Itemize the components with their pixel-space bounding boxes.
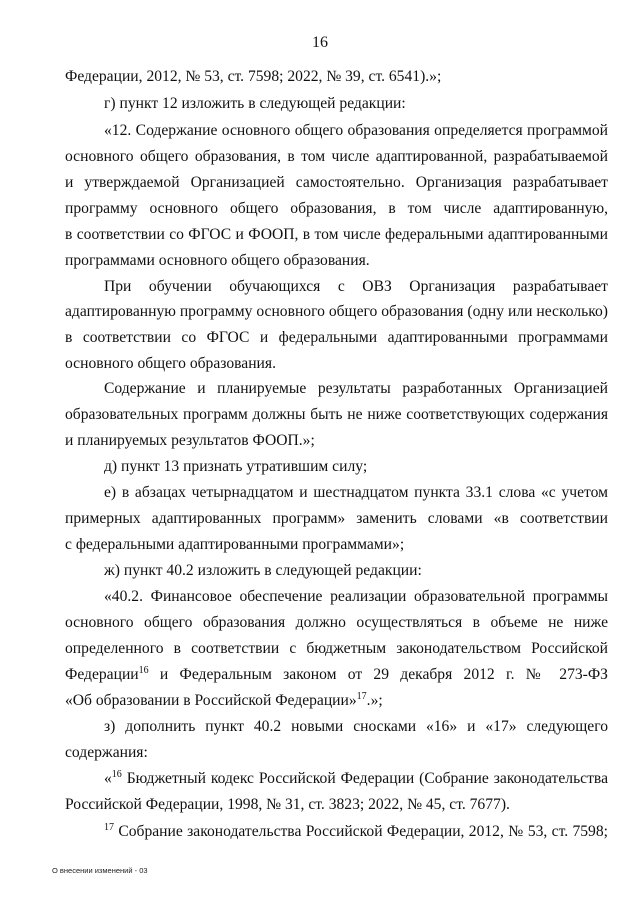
text-line: примерных адаптированных программ» заменить словами «в соответствии: [65, 510, 608, 527]
text-line: ж) пункт 40.2 изложить в следующей редакции:: [104, 562, 422, 579]
text-line: адаптированную программу основного общего образования (одну или несколько): [65, 303, 608, 320]
footnote-mark-17: 17: [104, 822, 114, 833]
text-fragment: .»;: [366, 692, 383, 709]
text-line: [65, 692, 608, 710]
footnote-ref-16: 16: [138, 665, 149, 676]
text-line: г) пункт 12 изложить в следующей редакции:: [104, 95, 406, 112]
text-line: основного общего образования должно осуществляться в объеме не ниже: [65, 614, 608, 631]
text-line: основного общего образования.: [65, 355, 276, 372]
text-line: [104, 823, 608, 841]
text-line: в соответствии со ФГОС и ФООП, в том числе федеральными адаптированными: [65, 226, 608, 243]
text-line: «40.2. Финансовое обеспечение реализации образовательной программы: [104, 588, 608, 605]
page-number: 16: [312, 34, 328, 51]
text-line: «12. Содержание основного общего образования определяется программой: [104, 122, 608, 139]
text-fragment: Бюджетный кодекс Российской Федерации (Собрание законодательства: [121, 770, 608, 787]
text-line: Содержание и планируемые результаты разработанных Организацией: [104, 380, 608, 397]
text-line: [65, 666, 608, 684]
document-footer: О внесении изменений - 03: [52, 866, 148, 875]
text-line: основного общего образования, в том числе адаптированной, разрабатываемой: [65, 148, 608, 165]
text-line: содержания:: [65, 744, 148, 761]
text-line: с федеральными адаптированными программами»;: [65, 536, 405, 553]
text-fragment: Федерации: [65, 666, 139, 683]
text-fragment: «: [104, 770, 112, 787]
text-line: образовательных программ должны быть не ниже соответствующих содержания: [65, 406, 608, 423]
text-line: Федерации, 2012, № 53, ст. 7598; 2022, № 39, ст. 6541).»;: [65, 68, 442, 85]
text-line: д) пункт 13 признать утратившим силу;: [104, 458, 368, 475]
text-line: е) в абзацах четырнадцатом и шестнадцатом пункта 33.1 слова «с учетом: [104, 484, 608, 501]
footnote-ref-17: 17: [356, 691, 367, 702]
text-line: При обучении обучающихся с ОВЗ Организация разрабатывает: [104, 278, 608, 295]
text-line: [104, 770, 608, 788]
text-line: з) дополнить пункт 40.2 новыми сносками «16» и «17» следующего: [104, 718, 608, 735]
text-fragment: Собрание законодательства Российской Федерации, 2012, № 53, ст. 7598;: [114, 823, 608, 840]
text-line: в соответствии со ФГОС и федеральными адаптированными программами: [65, 329, 608, 346]
text-line: программами основного общего образования.: [65, 252, 370, 269]
text-line: определенного в соответствии с бюджетным законодательством Российской: [65, 640, 608, 657]
footnote-mark-16: 16: [111, 769, 122, 780]
text-line: Российской Федерации, 1998, № 31, ст. 3823; 2022, № 45, ст. 7677).: [65, 796, 510, 813]
text-fragment: и Федеральным законом от 29 декабря 2012 г. № 273-ФЗ: [148, 666, 608, 683]
text-fragment: «Об образовании в Российской Федерации»: [65, 692, 357, 709]
text-line: программу основного общего образования, в том числе адаптированную,: [65, 200, 608, 217]
text-line: и планируемых результатов ФООП.»;: [65, 432, 315, 449]
text-line: и утверждаемой Организацией самостоятельно. Организация разрабатывает: [65, 174, 608, 191]
